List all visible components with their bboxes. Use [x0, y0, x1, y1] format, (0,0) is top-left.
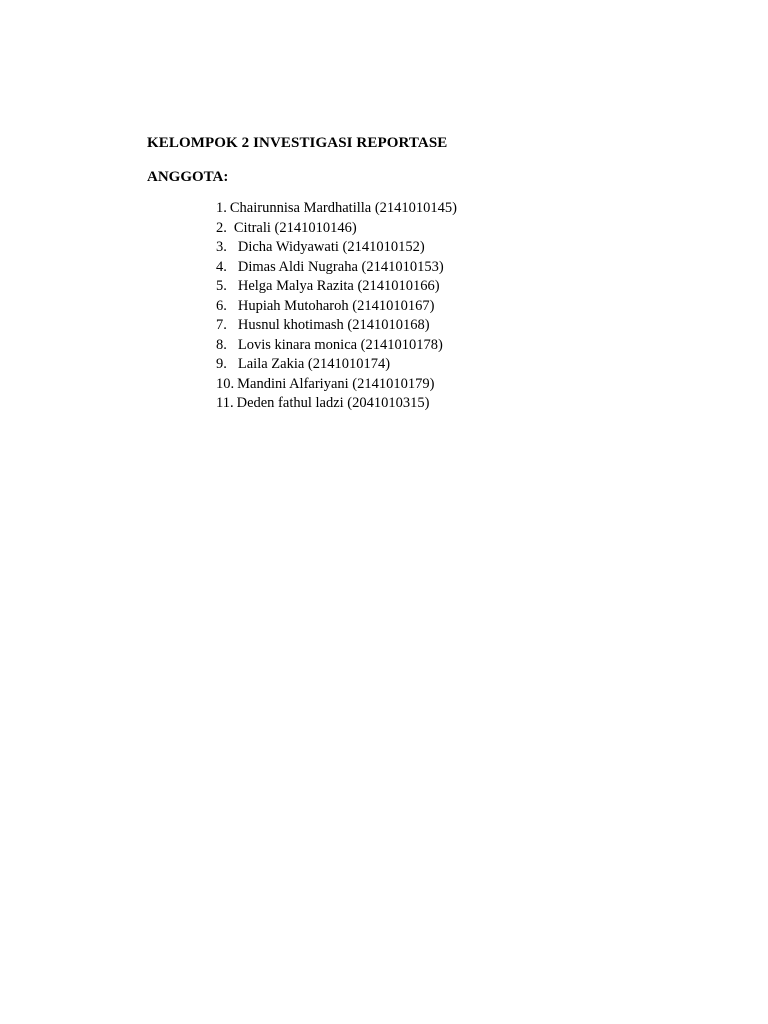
member-name: Dicha Widyawati (2141010152): [237, 239, 425, 255]
list-number: 5.: [216, 278, 227, 294]
list-item: [216, 336, 457, 356]
list-item: [216, 277, 457, 297]
list-item: [216, 394, 457, 414]
list-number: 6.: [216, 297, 227, 314]
list-number: 8.: [216, 336, 227, 353]
member-name: Lovis kinara monica (2141010178): [237, 336, 443, 353]
list-item: [216, 219, 457, 239]
list-item: [216, 199, 457, 219]
list-number: 1.: [216, 200, 227, 216]
member-name: Deden fathul ladzi (2041010315): [236, 395, 430, 411]
list-number: 4.: [216, 258, 227, 275]
member-name: Husnul khotimash (2141010168): [237, 317, 430, 333]
list-item: [216, 355, 457, 375]
list-item: [216, 375, 457, 395]
list-number: 10.: [216, 375, 235, 392]
list-item: [216, 238, 457, 258]
member-name: Laila Zakia (2141010174): [237, 356, 391, 372]
member-name: Hupiah Mutoharoh (2141010167): [237, 297, 435, 314]
member-name: Mandini Alfariyani (2141010179): [237, 375, 435, 392]
list-number: 7.: [216, 317, 227, 333]
list-item: [216, 297, 457, 317]
members-heading: ANGGOTA:: [147, 169, 229, 185]
member-name: Chairunnisa Mardhatilla (2141010145): [229, 200, 457, 216]
member-name: Dimas Aldi Nugraha (2141010153): [237, 258, 444, 275]
list-number: 2.: [216, 219, 227, 236]
member-name: Citrali (2141010146): [233, 219, 357, 236]
member-list: [216, 199, 457, 414]
list-item: [216, 316, 457, 336]
list-item: [216, 258, 457, 278]
list-number: 3.: [216, 239, 227, 255]
list-number: 9.: [216, 356, 227, 372]
member-name: Helga Malya Razita (2141010166): [237, 278, 440, 294]
document-title: KELOMPOK 2 INVESTIGASI REPORTASE: [147, 135, 448, 151]
list-number: 11.: [216, 395, 234, 411]
